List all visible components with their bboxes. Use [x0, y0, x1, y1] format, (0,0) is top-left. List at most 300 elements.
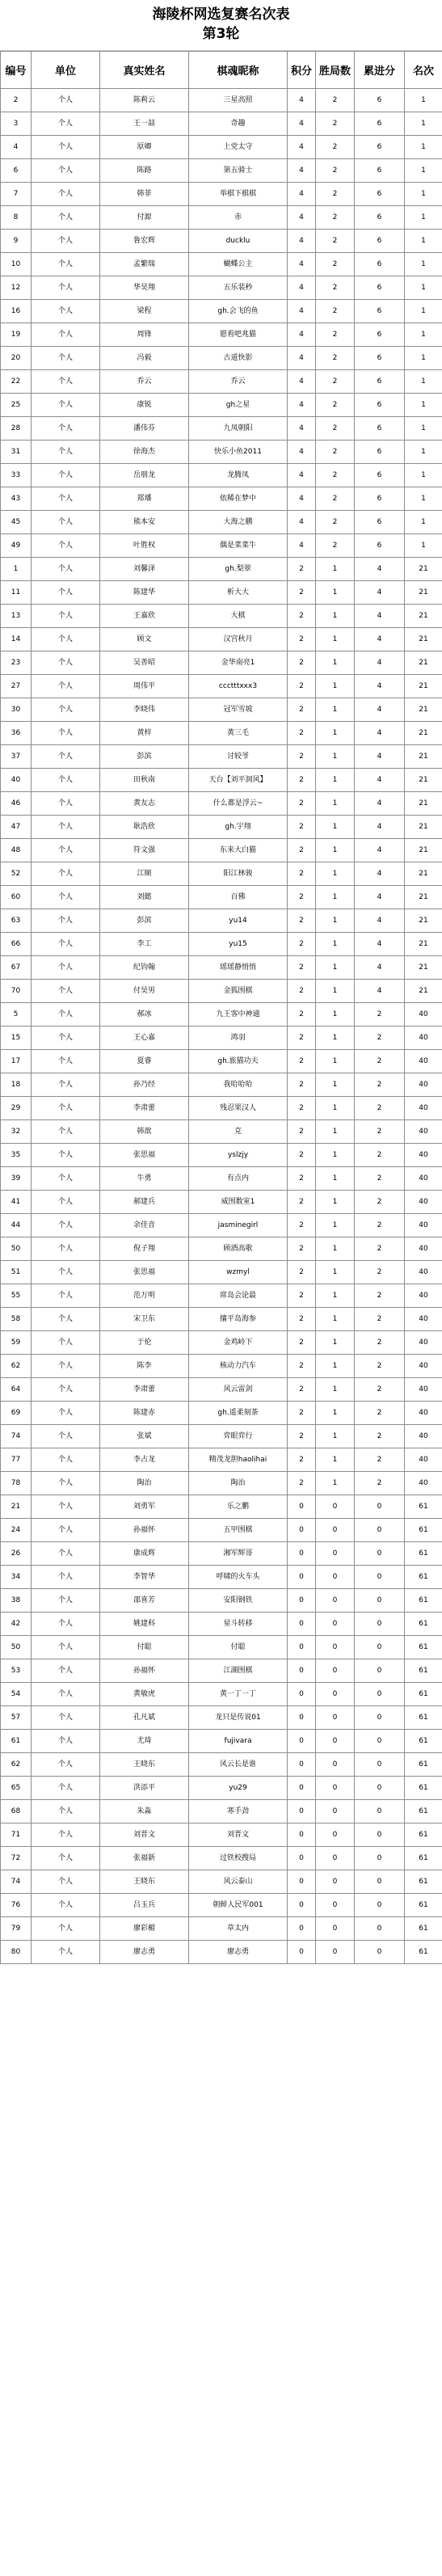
cell-id: 23 [1, 651, 32, 675]
cell-rank: 61 [405, 1800, 442, 1823]
table-row [1, 206, 442, 230]
cell-real-name: 孟繁瑞 [100, 253, 189, 276]
cell-rank: 40 [405, 1261, 442, 1284]
cell-rank: 21 [405, 933, 442, 956]
cell-real-name: 陈路 [100, 159, 189, 183]
cell-real-name: 陈建赤 [100, 1402, 189, 1425]
cell-nickname: 黄三毛 [189, 722, 288, 745]
cell-unit: 个人 [32, 1003, 100, 1027]
cell-rank: 1 [405, 441, 442, 464]
column-header-id: 编号 [1, 52, 32, 89]
cell-rank: 40 [405, 1120, 442, 1144]
cell-wins: 1 [316, 1284, 355, 1308]
cell-cumulative: 6 [355, 464, 405, 487]
cell-real-name: 郑璠 [100, 487, 189, 511]
table-row [1, 1917, 442, 1941]
cell-unit: 个人 [32, 862, 100, 886]
cell-unit: 个人 [32, 1214, 100, 1237]
cell-points: 4 [288, 253, 316, 276]
cell-cumulative: 2 [355, 1097, 405, 1120]
cell-wins: 1 [316, 1472, 355, 1495]
cell-real-name: 吴善昭 [100, 651, 189, 675]
cell-wins: 1 [316, 792, 355, 816]
cell-wins: 2 [316, 230, 355, 253]
cell-rank: 61 [405, 1730, 442, 1753]
cell-real-name: 黄友志 [100, 792, 189, 816]
cell-rank: 1 [405, 230, 442, 253]
cell-nickname: 精茂龙胆haolihai [189, 1448, 288, 1472]
cell-id: 59 [1, 1331, 32, 1355]
cell-cumulative: 2 [355, 1050, 405, 1073]
cell-id: 74 [1, 1425, 32, 1448]
table-row [1, 558, 442, 581]
cell-nickname: 江湖围棋 [189, 1659, 288, 1683]
cell-id: 79 [1, 1917, 32, 1941]
cell-real-name: 符文强 [100, 839, 189, 862]
table-row [1, 1495, 442, 1519]
cell-wins: 1 [316, 1355, 355, 1378]
cell-nickname: 陶治 [189, 1472, 288, 1495]
table-row [1, 1120, 442, 1144]
cell-rank: 40 [405, 1308, 442, 1331]
cell-cumulative: 0 [355, 1800, 405, 1823]
cell-id: 20 [1, 347, 32, 370]
cell-wins: 2 [316, 511, 355, 534]
cell-real-name: 耿浩欣 [100, 816, 189, 839]
cell-points: 2 [288, 1003, 316, 1027]
cell-id: 34 [1, 1566, 32, 1589]
cell-points: 2 [288, 816, 316, 839]
cell-real-name: 冯毅 [100, 347, 189, 370]
cell-real-name: 纪钧翰 [100, 956, 189, 980]
cell-unit: 个人 [32, 605, 100, 628]
cell-rank: 21 [405, 651, 442, 675]
cell-real-name: 熊本安 [100, 511, 189, 534]
cell-nickname: gh.遥柔刻茶 [189, 1402, 288, 1425]
cell-nickname: 乐之鹏 [189, 1495, 288, 1519]
cell-cumulative: 4 [355, 839, 405, 862]
cell-points: 2 [288, 839, 316, 862]
cell-unit: 个人 [32, 1542, 100, 1566]
cell-id: 27 [1, 675, 32, 698]
table-row [1, 1284, 442, 1308]
cell-points: 2 [288, 862, 316, 886]
cell-cumulative: 6 [355, 323, 405, 347]
cell-points: 0 [288, 1823, 316, 1847]
cell-real-name: 尤琦 [100, 1730, 189, 1753]
cell-unit: 个人 [32, 1073, 100, 1097]
cell-nickname: yu29 [189, 1777, 288, 1800]
cell-wins: 0 [316, 1706, 355, 1730]
cell-real-name: 夏睿 [100, 1050, 189, 1073]
table-row [1, 183, 442, 206]
cell-cumulative: 2 [355, 1120, 405, 1144]
cell-points: 0 [288, 1542, 316, 1566]
table-row [1, 511, 442, 534]
cell-cumulative: 0 [355, 1613, 405, 1636]
cell-nickname: 阳江林骏 [189, 862, 288, 886]
cell-points: 0 [288, 1917, 316, 1941]
cell-id: 5 [1, 1003, 32, 1027]
cell-unit: 个人 [32, 1870, 100, 1894]
column-header-points: 积分 [288, 52, 316, 89]
cell-id: 80 [1, 1941, 32, 1964]
cell-points: 2 [288, 1355, 316, 1378]
cell-nickname: 克 [189, 1120, 288, 1144]
cell-nickname: 快乐小鱼2011 [189, 441, 288, 464]
cell-nickname: 星斗转移 [189, 1613, 288, 1636]
table-row [1, 89, 442, 112]
table-row [1, 1636, 442, 1659]
cell-real-name: 彭滨 [100, 909, 189, 933]
cell-real-name: 范万明 [100, 1284, 189, 1308]
cell-real-name: 潘伟芬 [100, 417, 189, 441]
table-row [1, 1542, 442, 1566]
cell-unit: 个人 [32, 558, 100, 581]
cell-points: 4 [288, 394, 316, 417]
cell-rank: 1 [405, 511, 442, 534]
cell-cumulative: 6 [355, 370, 405, 394]
table-row [1, 276, 442, 300]
cell-wins: 2 [316, 441, 355, 464]
table-row [1, 1941, 442, 1964]
cell-cumulative: 4 [355, 722, 405, 745]
cell-id: 31 [1, 441, 32, 464]
table-row [1, 1378, 442, 1402]
table-row [1, 1777, 442, 1800]
cell-id: 4 [1, 136, 32, 159]
cell-rank: 40 [405, 1448, 442, 1472]
cell-id: 18 [1, 1073, 32, 1097]
cell-id: 29 [1, 1097, 32, 1120]
cell-nickname: 乔云 [189, 370, 288, 394]
cell-wins: 2 [316, 534, 355, 558]
cell-points: 2 [288, 1331, 316, 1355]
cell-rank: 40 [405, 1191, 442, 1214]
cell-unit: 个人 [32, 394, 100, 417]
cell-points: 2 [288, 1402, 316, 1425]
cell-nickname: yu15 [189, 933, 288, 956]
cell-unit: 个人 [32, 112, 100, 136]
cell-real-name: 王嘉欣 [100, 605, 189, 628]
cell-rank: 61 [405, 1917, 442, 1941]
cell-nickname: 朝鲜人民军001 [189, 1894, 288, 1917]
cell-cumulative: 0 [355, 1753, 405, 1777]
cell-cumulative: 4 [355, 651, 405, 675]
cell-nickname: 龙只是传说01 [189, 1706, 288, 1730]
cell-real-name: 叶胜权 [100, 534, 189, 558]
table-row [1, 1214, 442, 1237]
cell-points: 2 [288, 1308, 316, 1331]
table-row [1, 1894, 442, 1917]
cell-points: 4 [288, 441, 316, 464]
cell-wins: 1 [316, 558, 355, 581]
cell-rank: 40 [405, 1378, 442, 1402]
cell-cumulative: 0 [355, 1683, 405, 1706]
cell-id: 53 [1, 1659, 32, 1683]
cell-rank: 61 [405, 1636, 442, 1659]
cell-rank: 1 [405, 183, 442, 206]
cell-cumulative: 6 [355, 136, 405, 159]
cell-unit: 个人 [32, 1378, 100, 1402]
cell-real-name: 宋卫东 [100, 1308, 189, 1331]
cell-rank: 40 [405, 1214, 442, 1237]
cell-cumulative: 4 [355, 956, 405, 980]
cell-rank: 21 [405, 581, 442, 605]
cell-cumulative: 0 [355, 1589, 405, 1613]
cell-nickname: 天台【刘平洞风】 [189, 769, 288, 792]
cell-id: 48 [1, 839, 32, 862]
cell-points: 4 [288, 370, 316, 394]
cell-id: 3 [1, 112, 32, 136]
cell-id: 46 [1, 792, 32, 816]
cell-nickname: 九王客中神通 [189, 1003, 288, 1027]
cell-points: 2 [288, 933, 316, 956]
cell-points: 2 [288, 1284, 316, 1308]
cell-nickname: 第五骑士 [189, 159, 288, 183]
cell-points: 2 [288, 1191, 316, 1214]
cell-wins: 1 [316, 651, 355, 675]
cell-points: 2 [288, 1120, 316, 1144]
cell-wins: 1 [316, 839, 355, 862]
cell-points: 4 [288, 230, 316, 253]
table-row [1, 1870, 442, 1894]
cell-unit: 个人 [32, 1027, 100, 1050]
table-row [1, 300, 442, 323]
cell-nickname: 金华南亮1 [189, 651, 288, 675]
cell-cumulative: 4 [355, 792, 405, 816]
table-row [1, 1073, 442, 1097]
cell-rank: 61 [405, 1941, 442, 1964]
cell-rank: 40 [405, 1237, 442, 1261]
cell-wins: 1 [316, 1402, 355, 1425]
cell-points: 2 [288, 1472, 316, 1495]
cell-cumulative: 4 [355, 581, 405, 605]
cell-id: 6 [1, 159, 32, 183]
cell-points: 4 [288, 464, 316, 487]
cell-points: 2 [288, 628, 316, 651]
table-row [1, 1683, 442, 1706]
cell-unit: 个人 [32, 1894, 100, 1917]
cell-unit: 个人 [32, 980, 100, 1003]
cell-cumulative: 2 [355, 1331, 405, 1355]
cell-nickname: yu14 [189, 909, 288, 933]
column-header-real-name: 真实姓名 [100, 52, 189, 89]
cell-id: 49 [1, 534, 32, 558]
cell-wins: 1 [316, 1425, 355, 1448]
cell-nickname: 安阳钢铁 [189, 1589, 288, 1613]
cell-wins: 2 [316, 370, 355, 394]
cell-nickname: 廖志勇 [189, 1941, 288, 1964]
cell-id: 78 [1, 1472, 32, 1495]
cell-unit: 个人 [32, 1144, 100, 1167]
cell-rank: 21 [405, 839, 442, 862]
cell-rank: 40 [405, 1097, 442, 1120]
cell-points: 4 [288, 300, 316, 323]
table-row [1, 1261, 442, 1284]
cell-unit: 个人 [32, 1730, 100, 1753]
cell-wins: 1 [316, 1237, 355, 1261]
cell-id: 41 [1, 1191, 32, 1214]
cell-real-name: 于伦 [100, 1331, 189, 1355]
cell-rank: 1 [405, 300, 442, 323]
cell-rank: 1 [405, 347, 442, 370]
cell-real-name: 付昊男 [100, 980, 189, 1003]
cell-cumulative: 2 [355, 1027, 405, 1050]
cell-cumulative: 2 [355, 1144, 405, 1167]
cell-id: 76 [1, 1894, 32, 1917]
cell-real-name: 岳朋龙 [100, 464, 189, 487]
cell-nickname: 核动力汽车 [189, 1355, 288, 1378]
cell-real-name: 洪添平 [100, 1777, 189, 1800]
cell-cumulative: 4 [355, 628, 405, 651]
cell-points: 2 [288, 1425, 316, 1448]
cell-cumulative: 2 [355, 1402, 405, 1425]
cell-rank: 1 [405, 276, 442, 300]
cell-rank: 61 [405, 1613, 442, 1636]
cell-nickname: gh之星 [189, 394, 288, 417]
table-row [1, 323, 442, 347]
column-header-cumulative: 累进分 [355, 52, 405, 89]
cell-unit: 个人 [32, 816, 100, 839]
cell-wins: 1 [316, 980, 355, 1003]
cell-rank: 61 [405, 1777, 442, 1800]
cell-rank: 61 [405, 1870, 442, 1894]
cell-wins: 2 [316, 417, 355, 441]
cell-nickname: 付聪 [189, 1636, 288, 1659]
cell-cumulative: 6 [355, 511, 405, 534]
cell-wins: 0 [316, 1613, 355, 1636]
cell-real-name: 刘晋文 [100, 1823, 189, 1847]
cell-unit: 个人 [32, 1425, 100, 1448]
cell-id: 25 [1, 394, 32, 417]
cell-id: 8 [1, 206, 32, 230]
table-row [1, 933, 442, 956]
cell-nickname: 九凤朝阳 [189, 417, 288, 441]
table-row [1, 1308, 442, 1331]
cell-points: 4 [288, 323, 316, 347]
table-row [1, 1519, 442, 1542]
cell-nickname: 古道快影 [189, 347, 288, 370]
cell-real-name: 郝建兵 [100, 1191, 189, 1214]
cell-points: 2 [288, 1261, 316, 1284]
cell-real-name: 王一喆 [100, 112, 189, 136]
table-row [1, 1097, 442, 1120]
cell-id: 74 [1, 1870, 32, 1894]
cell-nickname: 金鸡岭下 [189, 1331, 288, 1355]
cell-id: 57 [1, 1706, 32, 1730]
cell-real-name: 陶治 [100, 1472, 189, 1495]
cell-cumulative: 0 [355, 1917, 405, 1941]
cell-nickname: 攘平岛海参 [189, 1308, 288, 1331]
cell-nickname: 呼啸的火车头 [189, 1566, 288, 1589]
cell-wins: 1 [316, 1073, 355, 1097]
cell-unit: 个人 [32, 1097, 100, 1120]
cell-points: 4 [288, 136, 316, 159]
cell-id: 62 [1, 1355, 32, 1378]
cell-id: 17 [1, 1050, 32, 1073]
cell-cumulative: 2 [355, 1308, 405, 1331]
cell-unit: 个人 [32, 370, 100, 394]
table-row [1, 605, 442, 628]
cell-points: 2 [288, 1097, 316, 1120]
cell-cumulative: 0 [355, 1870, 405, 1894]
cell-unit: 个人 [32, 886, 100, 909]
table-row [1, 112, 442, 136]
cell-wins: 1 [316, 956, 355, 980]
cell-cumulative: 2 [355, 1261, 405, 1284]
cell-wins: 1 [316, 698, 355, 722]
cell-nickname: 风云雷剑 [189, 1378, 288, 1402]
cell-unit: 个人 [32, 1472, 100, 1495]
table-row [1, 159, 442, 183]
cell-cumulative: 2 [355, 1167, 405, 1191]
table-row [1, 956, 442, 980]
cell-rank: 1 [405, 206, 442, 230]
cell-rank: 61 [405, 1847, 442, 1870]
cell-rank: 61 [405, 1659, 442, 1683]
cell-wins: 0 [316, 1589, 355, 1613]
cell-id: 52 [1, 862, 32, 886]
cell-unit: 个人 [32, 769, 100, 792]
cell-wins: 0 [316, 1753, 355, 1777]
cell-real-name: 刘馨泽 [100, 558, 189, 581]
cell-id: 16 [1, 300, 32, 323]
cell-points: 0 [288, 1753, 316, 1777]
cell-real-name: 田秋南 [100, 769, 189, 792]
cell-real-name: 周伟平 [100, 675, 189, 698]
cell-wins: 2 [316, 487, 355, 511]
table-row [1, 1589, 442, 1613]
cell-real-name: 陈建华 [100, 581, 189, 605]
cell-unit: 个人 [32, 698, 100, 722]
cell-real-name: 李晓伟 [100, 698, 189, 722]
cell-points: 2 [288, 605, 316, 628]
cell-wins: 2 [316, 159, 355, 183]
cell-nickname: 百佛 [189, 886, 288, 909]
cell-real-name: 徐海杰 [100, 441, 189, 464]
cell-id: 54 [1, 1683, 32, 1706]
cell-wins: 1 [316, 605, 355, 628]
cell-cumulative: 4 [355, 605, 405, 628]
cell-real-name: 廖志勇 [100, 1941, 189, 1964]
cell-cumulative: 6 [355, 487, 405, 511]
cell-real-name: 郝冰 [100, 1003, 189, 1027]
cell-points: 4 [288, 183, 316, 206]
cell-nickname: 蝴蝶公主 [189, 253, 288, 276]
cell-wins: 1 [316, 1214, 355, 1237]
cell-rank: 61 [405, 1683, 442, 1706]
cell-unit: 个人 [32, 1448, 100, 1472]
cell-rank: 1 [405, 464, 442, 487]
cell-cumulative: 2 [355, 1378, 405, 1402]
cell-cumulative: 2 [355, 1472, 405, 1495]
cell-unit: 个人 [32, 1777, 100, 1800]
cell-cumulative: 0 [355, 1542, 405, 1566]
cell-wins: 1 [316, 628, 355, 651]
table-row [1, 1003, 442, 1027]
cell-points: 4 [288, 89, 316, 112]
cell-wins: 1 [316, 1050, 355, 1073]
cell-unit: 个人 [32, 1191, 100, 1214]
column-header-unit: 单位 [32, 52, 100, 89]
cell-nickname: wzmyl [189, 1261, 288, 1284]
cell-real-name: 邵喜芳 [100, 1589, 189, 1613]
cell-wins: 1 [316, 1448, 355, 1472]
table-row [1, 441, 442, 464]
cell-points: 4 [288, 276, 316, 300]
cell-rank: 21 [405, 745, 442, 769]
